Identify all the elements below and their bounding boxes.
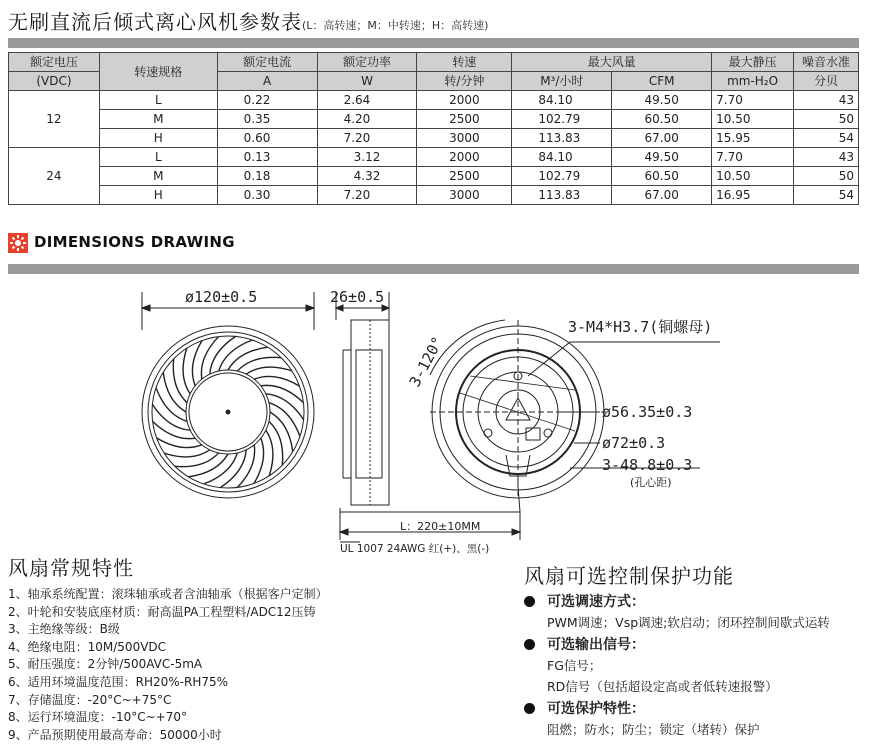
dim-holes-label: 3-M4*H3.7(铜螺母) [568, 318, 713, 336]
list-item: 2、叶轮和安装底座材质：耐高温PA工程塑料/ADC12压铸 [8, 604, 316, 619]
dim-d2-label: ø72±0.3 [602, 434, 666, 452]
bullet-icon [524, 596, 535, 607]
current-cell: 0.30 [217, 186, 317, 205]
fan-blade [254, 376, 299, 386]
th-unit-mmh2o: mm-H₂O [712, 72, 794, 91]
spec-cell: H [99, 186, 217, 205]
spec-cell: L [99, 91, 217, 110]
th-unit-vdc: (VDC) [9, 72, 100, 91]
list-item: 6、适用环境温度范围：RH20%-RH75% [8, 674, 229, 689]
fan-blade [157, 438, 202, 448]
speed-cell: 3000 [417, 129, 512, 148]
option-speed-heading: 可选调速方式： [524, 590, 864, 612]
th-unit-db: 分贝 [794, 72, 859, 91]
pressure-cell: 15.95 [712, 129, 794, 148]
current-cell: 0.60 [217, 129, 317, 148]
spec-cell: H [99, 129, 217, 148]
speed-cell: 2000 [417, 91, 512, 110]
th-airflow: 最大风量 [512, 53, 712, 72]
th-unit-cfm: CFM [612, 72, 712, 91]
cfm-cell: 67.00 [612, 129, 712, 148]
th-speed: 转速 [417, 53, 512, 72]
pressure-cell: 10.50 [712, 167, 794, 186]
list-item: 4、绝缘电阻：10M/500VDC [8, 639, 167, 654]
pressure-cell: 7.70 [712, 148, 794, 167]
option-signal-text-2: RD信号（包括超设定高或者低转速报警） [547, 679, 778, 694]
dim-lead-spec: UL 1007 24AWG 红(+)、黑(-) [340, 543, 490, 555]
noise-cell: 43 [794, 148, 859, 167]
fan-blade [156, 388, 187, 422]
option-protect-heading: 可选保护特性： [524, 697, 864, 719]
th-power: 额定功率 [317, 53, 417, 72]
cfm-cell: 49.50 [612, 91, 712, 110]
current-cell: 0.35 [217, 110, 317, 129]
m3-cell: 102.79 [512, 110, 612, 129]
th-unit-w: W [317, 72, 417, 91]
power-cell: 4.20 [317, 110, 417, 129]
current-cell: 0.22 [217, 91, 317, 110]
options-title: 风扇可选控制保护功能 [524, 564, 734, 588]
th-voltage: 额定电压 [9, 53, 100, 72]
list-item: 9、产品预期使用最高寿命：50000小时 [8, 727, 222, 742]
list-item: 8、运行环境温度：-10°C~+70° [8, 710, 187, 725]
noise-cell: 54 [794, 186, 859, 205]
th-unit-rpm: 转/分钟 [417, 72, 512, 91]
th-current: 额定电流 [217, 53, 317, 72]
fan-blade [266, 430, 273, 476]
voltage-cell: 12 [9, 91, 100, 148]
title-note: (L：高转速；M：中转速；H：高转速) [302, 19, 489, 32]
power-cell: 7.20 [317, 129, 417, 148]
table-row [9, 167, 859, 186]
current-cell: 0.18 [217, 167, 317, 186]
dim-angle-label: 3-120° [405, 333, 447, 390]
characteristics-list [8, 586, 328, 744]
pressure-cell: 7.70 [712, 91, 794, 110]
options-list [524, 590, 864, 740]
voltage-cell: 24 [9, 148, 100, 205]
option-signal-heading: 可选输出信号： [524, 633, 864, 655]
th-unit-m3: M³/小时 [512, 72, 612, 91]
m3-cell: 113.83 [512, 129, 612, 148]
bullet-icon [524, 639, 535, 650]
list-item: 7、存储温度：-20°C~+75°C [8, 692, 172, 707]
dimensions-logo-icon [8, 233, 28, 253]
power-cell: 4.32 [317, 167, 417, 186]
th-spec: 转速规格 [99, 53, 217, 91]
option-speed-text: PWM调速；Vsp调速;软启动；闭环控制间歇式运转 [547, 615, 830, 630]
dim-d1-label: ø56.35±0.3 [602, 403, 693, 421]
dim-thickness-label: 26±0.5 [330, 288, 385, 306]
table-row [9, 129, 859, 148]
spec-table [8, 52, 859, 205]
table-row [9, 110, 859, 129]
m3-cell: 84.10 [512, 148, 612, 167]
cfm-cell: 60.50 [612, 167, 712, 186]
title-divider [8, 38, 859, 48]
table-header-row-1 [9, 53, 859, 72]
cfm-cell: 60.50 [612, 110, 712, 129]
spec-cell: M [99, 167, 217, 186]
current-cell: 0.13 [217, 148, 317, 167]
speed-cell: 2000 [417, 148, 512, 167]
speed-cell: 2500 [417, 110, 512, 129]
m3-cell: 102.79 [512, 167, 612, 186]
list-item: 1、轴承系统配置：滚珠轴承或者含油轴承（根据客户定制） [8, 587, 328, 601]
dimensions-heading: DIMENSIONS DRAWING [34, 233, 235, 251]
fan-blade [164, 450, 210, 457]
title-main: 无刷直流后倾式离心风机参数表 [8, 10, 302, 34]
fan-blade [219, 340, 253, 371]
characteristics-title: 风扇常规特性 [8, 556, 134, 580]
fan-blade [246, 367, 292, 374]
th-noise: 噪音水准 [794, 53, 859, 72]
dim-lead-length: L：220±10MM [400, 520, 481, 533]
power-cell: 2.64 [317, 91, 417, 110]
power-cell: 7.20 [317, 186, 417, 205]
dim-pitch-note: (孔心距) [630, 476, 672, 489]
fan-blade [183, 348, 190, 394]
table-row [9, 186, 859, 205]
noise-cell: 50 [794, 110, 859, 129]
table-row [9, 148, 859, 167]
bullet-icon [524, 703, 535, 714]
speed-cell: 3000 [417, 186, 512, 205]
noise-cell: 43 [794, 91, 859, 110]
fan-blade [269, 403, 300, 437]
spec-cell: L [99, 148, 217, 167]
noise-cell: 54 [794, 129, 859, 148]
option-signal-text-1: FG信号； [547, 658, 602, 673]
list-item: 5、耐压强度：2分钟/500AVC-5mA [8, 657, 203, 672]
m3-cell: 84.10 [512, 91, 612, 110]
fan-front-view [142, 326, 314, 498]
pressure-cell: 10.50 [712, 110, 794, 129]
th-pressure: 最大静压 [712, 53, 794, 72]
fan-side-view [343, 320, 389, 505]
dim-pitch-label: 3-48.8±0.3 [602, 456, 693, 474]
dimensions-drawing [0, 280, 870, 560]
spec-cell: M [99, 110, 217, 129]
table-row [9, 91, 859, 110]
fan-back-view [430, 320, 606, 498]
th-unit-a: A [217, 72, 317, 91]
page-title [8, 6, 488, 35]
list-item: 3、主绝缘等级：B级 [8, 622, 120, 637]
noise-cell: 50 [794, 167, 859, 186]
cfm-cell: 49.50 [612, 148, 712, 167]
dim-diameter-label: ø120±0.5 [185, 288, 258, 306]
fan-blade [192, 341, 202, 386]
power-cell: 3.12 [317, 148, 417, 167]
fan-blade [204, 453, 238, 484]
pressure-cell: 16.95 [712, 186, 794, 205]
speed-cell: 2500 [417, 167, 512, 186]
dimensions-divider [8, 264, 859, 274]
option-protect-text: 阻燃；防水；防尘；锁定（堵转）保护 [547, 722, 760, 737]
fan-blade [254, 438, 264, 483]
m3-cell: 113.83 [512, 186, 612, 205]
cfm-cell: 67.00 [612, 186, 712, 205]
